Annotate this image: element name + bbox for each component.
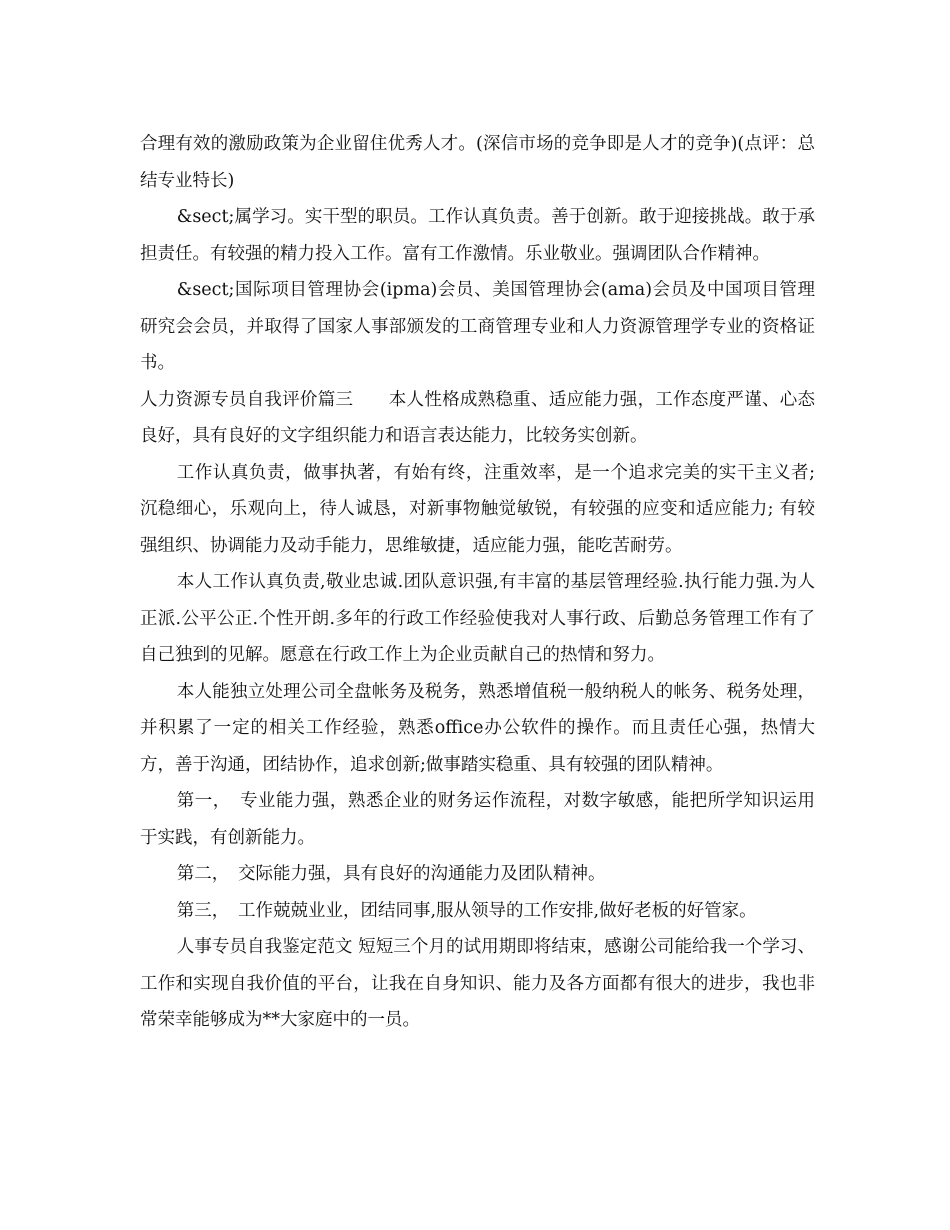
list-item-paragraph: 第三， 工作兢兢业业，团结同事,服从领导的工作安排,做好老板的好管家。 bbox=[176, 900, 757, 921]
paragraph: 人事专员自我鉴定范文 短短三个月的试用期即将结束，感谢公司能给我一个学习、工作和实现自我价值的平台，让我在自身知识、能力及各方面都有很大的进步，我也非常荣幸能够成为**大家庭中的一员。 bbox=[140, 937, 815, 1030]
paragraph: 本人能独立处理公司全盘帐务及税务，熟悉增值税一般纳税人的帐务、税务处理，并积累了一定的相关工作经验，熟悉office办公软件的操作。而且责任心强，热情大方，善于沟通，团结协作，追求创新;做事踏实稳重、具有较强的团队精神。 bbox=[140, 681, 815, 775]
paragraph: &sect;国际项目管理协会(ipma)会员、美国管理协会(ama)会员及中国项目管理研究会会员，并取得了国家人事部颁发的工商管理专业和人力资源管理学专业的资格证书。 bbox=[140, 280, 815, 373]
list-item-paragraph: 第一， 专业能力强，熟悉企业的财务运作流程，对数字敏感，能把所学知识运用于实践，有创新能力。 bbox=[140, 791, 815, 848]
paragraph: 本人工作认真负责,敬业忠诚.团队意识强,有丰富的基层管理经验.执行能力强.为人正派.公平公正.个性开朗.多年的行政工作经验使我对人事行政、后勤总务管理工作有了自己独到的见解。愿意在行政工作上为企业贡献自己的热情和努力。 bbox=[140, 572, 815, 665]
paragraph: 合理有效的激励政策为企业留住优秀人才。(深信市场的竞争即是人才的竞争)(点评：总结专业特长) bbox=[140, 134, 815, 191]
section-heading-paragraph: 人力资源专员自我评价篇三 本人性格成熟稳重、适应能力强，工作态度严谨、心态良好，具有良好的文字组织能力和语言表达能力，比较务实创新。 bbox=[140, 389, 815, 446]
paragraph: 工作认真负责，做事执著，有始有终，注重效率，是一个追求完美的实干主义者; 沉稳细心，乐观向上，待人诚恳，对新事物触觉敏锐，有较强的应变和适应能力; 有较强组织、协调能力及动手能力，思维敏捷，适应能力强，能吃苦耐劳。 bbox=[140, 462, 821, 556]
list-item-paragraph: 第二， 交际能力强，具有良好的沟通能力及团队精神。 bbox=[176, 864, 606, 884]
paragraph: &sect;属学习。实干型的职员。工作认真负责。善于创新。敢于迎接挑战。敢于承担责任。有较强的精力投入工作。富有工作激情。乐业敬业。强调团队合作精神。 bbox=[140, 207, 815, 264]
document-body bbox=[140, 126, 821, 1039]
